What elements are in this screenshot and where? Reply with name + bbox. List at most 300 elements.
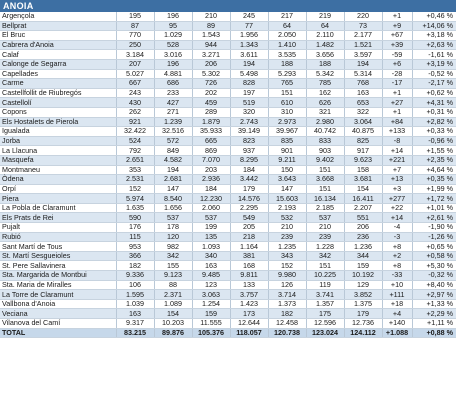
- percent-change: +14,06 %: [412, 21, 456, 31]
- value-col-6: 626: [306, 98, 344, 108]
- table-row: [0, 223, 456, 233]
- percent-change: -2,17 %: [412, 79, 456, 89]
- value-col-7: 236: [344, 232, 382, 242]
- value-col-2: 120: [154, 232, 192, 242]
- value-col-1: 792: [116, 146, 154, 156]
- municipality-name: Jorba: [0, 136, 116, 146]
- percent-change: +5,30 %: [412, 261, 456, 271]
- value-col-2: 1.029: [154, 31, 192, 41]
- value-col-4: 5.498: [230, 69, 268, 79]
- value-col-3: 9.485: [192, 271, 230, 281]
- value-col-7: 322: [344, 107, 382, 117]
- difference-value: +84: [382, 117, 412, 127]
- value-col-7: 9.623: [344, 155, 382, 165]
- value-col-3: 12.230: [192, 194, 230, 204]
- value-col-6: 40.742: [306, 127, 344, 137]
- value-col-3: 2.060: [192, 203, 230, 213]
- value-col-1: 163: [116, 309, 154, 319]
- table-row: [0, 40, 456, 50]
- value-col-2: 10.203: [154, 319, 192, 329]
- value-col-2: 1.656: [154, 203, 192, 213]
- value-col-6: 2.110: [306, 31, 344, 41]
- value-col-6: 833: [306, 136, 344, 146]
- value-col-5: 835: [268, 136, 306, 146]
- municipality-name: Piera: [0, 194, 116, 204]
- value-col-6: 219: [306, 12, 344, 21]
- difference-value: +67: [382, 31, 412, 41]
- value-col-6: 537: [306, 213, 344, 223]
- municipality-name: Rubió: [0, 232, 116, 242]
- difference-value: +8: [382, 261, 412, 271]
- value-col-6: 342: [306, 251, 344, 261]
- value-col-7: 179: [344, 309, 382, 319]
- value-col-4: 2.295: [230, 203, 268, 213]
- municipality-name: El Bruc: [0, 31, 116, 41]
- value-col-3: 11.555: [192, 319, 230, 329]
- value-col-7: 825: [344, 136, 382, 146]
- value-col-2: 982: [154, 242, 192, 252]
- municipality-name: Castellfollit de Riubregós: [0, 88, 116, 98]
- municipality-name: Orpí: [0, 184, 116, 194]
- difference-value: +7: [382, 165, 412, 175]
- value-col-1: 195: [116, 12, 154, 21]
- value-col-4: 3.611: [230, 50, 268, 60]
- value-col-3: 726: [192, 79, 230, 89]
- value-col-2: 3.016: [154, 50, 192, 60]
- percent-change: +2,29 %: [412, 309, 456, 319]
- table-row: [0, 117, 456, 127]
- percent-change: +1,99 %: [412, 184, 456, 194]
- value-col-6: 2.980: [306, 117, 344, 127]
- municipality-name: Cabrera d'Anoia: [0, 40, 116, 50]
- value-col-1: 243: [116, 88, 154, 98]
- value-col-5: 343: [268, 251, 306, 261]
- difference-value: +8: [382, 242, 412, 252]
- percent-change: +0,65 %: [412, 242, 456, 252]
- value-col-6: 123.024: [306, 328, 344, 338]
- value-col-7: 1.236: [344, 242, 382, 252]
- difference-value: +14: [382, 146, 412, 156]
- value-col-1: 953: [116, 242, 154, 252]
- table-row: [0, 309, 456, 319]
- difference-value: +10: [382, 280, 412, 290]
- percent-change: -0,96 %: [412, 136, 456, 146]
- value-col-5: 310: [268, 107, 306, 117]
- value-col-1: 430: [116, 98, 154, 108]
- value-col-3: 537: [192, 213, 230, 223]
- table-title: ANOIA: [0, 0, 456, 12]
- value-col-4: 77: [230, 21, 268, 31]
- value-col-3: 1.093: [192, 242, 230, 252]
- value-col-7: 16.411: [344, 194, 382, 204]
- value-col-7: 3.852: [344, 290, 382, 300]
- value-col-3: 123: [192, 280, 230, 290]
- difference-value: +1: [382, 88, 412, 98]
- value-col-2: 1.089: [154, 299, 192, 309]
- value-col-3: 135: [192, 232, 230, 242]
- table-row: [0, 271, 456, 281]
- difference-value: -8: [382, 136, 412, 146]
- value-col-2: 4.582: [154, 155, 192, 165]
- difference-value: +13: [382, 175, 412, 185]
- municipality-name: La Torre de Claramunt: [0, 290, 116, 300]
- value-col-1: 2.531: [116, 175, 154, 185]
- value-col-1: 1.595: [116, 290, 154, 300]
- value-col-4: 245: [230, 12, 268, 21]
- table-row: [0, 12, 456, 21]
- value-col-6: 1.357: [306, 299, 344, 309]
- value-col-1: 115: [116, 232, 154, 242]
- value-col-5: 239: [268, 232, 306, 242]
- table-row: [0, 299, 456, 309]
- value-col-1: 770: [116, 31, 154, 41]
- value-col-2: 194: [154, 165, 192, 175]
- value-col-7: 159: [344, 261, 382, 271]
- difference-value: +1: [382, 12, 412, 21]
- value-col-1: 207: [116, 59, 154, 69]
- value-col-6: 188: [306, 59, 344, 69]
- value-col-6: 151: [306, 184, 344, 194]
- municipality-name: La Pobla de Claramunt: [0, 203, 116, 213]
- value-col-4: 9.811: [230, 271, 268, 281]
- value-col-5: 3.643: [268, 175, 306, 185]
- value-col-4: 519: [230, 98, 268, 108]
- percent-change: +1,11 %: [412, 319, 456, 329]
- value-col-2: 572: [154, 136, 192, 146]
- value-col-3: 202: [192, 88, 230, 98]
- value-col-6: 321: [306, 107, 344, 117]
- value-col-4: 218: [230, 232, 268, 242]
- value-col-6: 16.134: [306, 194, 344, 204]
- value-col-2: 196: [154, 12, 192, 21]
- percent-change: +2,63 %: [412, 40, 456, 50]
- value-col-6: 151: [306, 165, 344, 175]
- value-col-4: 205: [230, 223, 268, 233]
- value-col-2: 528: [154, 40, 192, 50]
- value-col-7: 768: [344, 79, 382, 89]
- value-col-2: 154: [154, 309, 192, 319]
- value-col-5: 3.714: [268, 290, 306, 300]
- percent-change: +1,33 %: [412, 299, 456, 309]
- value-col-7: 2.177: [344, 31, 382, 41]
- value-col-4: 194: [230, 59, 268, 69]
- value-col-3: 184: [192, 184, 230, 194]
- value-col-6: 12.596: [306, 319, 344, 329]
- value-col-7: 917: [344, 146, 382, 156]
- value-col-2: 342: [154, 251, 192, 261]
- value-col-7: 653: [344, 98, 382, 108]
- table-row: [0, 213, 456, 223]
- value-col-6: 1.482: [306, 40, 344, 50]
- value-col-1: 3.184: [116, 50, 154, 60]
- value-col-2: 4.881: [154, 69, 192, 79]
- value-col-3: 206: [192, 59, 230, 69]
- difference-value: +2: [382, 251, 412, 261]
- value-col-5: 39.967: [268, 127, 306, 137]
- table-row: [0, 251, 456, 261]
- value-col-5: 210: [268, 223, 306, 233]
- municipality-name: Bellprat: [0, 21, 116, 31]
- value-col-2: 95: [154, 21, 192, 31]
- value-col-4: 184: [230, 165, 268, 175]
- value-col-5: 188: [268, 59, 306, 69]
- percent-change: +4,64 %: [412, 165, 456, 175]
- value-col-3: 1.254: [192, 299, 230, 309]
- value-col-1: 32.422: [116, 127, 154, 137]
- difference-value: +133: [382, 127, 412, 137]
- value-col-1: 152: [116, 184, 154, 194]
- table-row: [0, 242, 456, 252]
- value-col-4: 381: [230, 251, 268, 261]
- total-row: [0, 328, 456, 338]
- difference-value: +1.088: [382, 328, 412, 338]
- value-col-5: 151: [268, 88, 306, 98]
- value-col-3: 289: [192, 107, 230, 117]
- difference-value: +9: [382, 21, 412, 31]
- municipality-name: Calonge de Segarra: [0, 59, 116, 69]
- table-row: [0, 184, 456, 194]
- municipality-name: Montmaneu: [0, 165, 116, 175]
- difference-value: +4: [382, 309, 412, 319]
- value-col-3: 459: [192, 98, 230, 108]
- value-col-3: 1.879: [192, 117, 230, 127]
- table-row: [0, 280, 456, 290]
- value-col-5: 1.410: [268, 40, 306, 50]
- difference-value: +140: [382, 319, 412, 329]
- value-col-1: 176: [116, 223, 154, 233]
- table-row: [0, 194, 456, 204]
- value-col-4: 1.343: [230, 40, 268, 50]
- municipality-name: Vilanova del Camí: [0, 319, 116, 329]
- value-col-3: 163: [192, 261, 230, 271]
- table-row: [0, 165, 456, 175]
- difference-value: -28: [382, 69, 412, 79]
- value-col-6: 3.668: [306, 175, 344, 185]
- value-col-5: 610: [268, 98, 306, 108]
- percent-change: +1,72 %: [412, 194, 456, 204]
- value-col-1: 5.027: [116, 69, 154, 79]
- value-col-5: 12.458: [268, 319, 306, 329]
- value-col-6: 239: [306, 232, 344, 242]
- table-row: [0, 98, 456, 108]
- percent-change: +0,35 %: [412, 175, 456, 185]
- value-col-5: 532: [268, 213, 306, 223]
- value-col-1: 83.215: [116, 328, 154, 338]
- value-col-3: 3.271: [192, 50, 230, 60]
- percent-change: +1,55 %: [412, 146, 456, 156]
- value-col-4: 133: [230, 280, 268, 290]
- value-col-2: 196: [154, 59, 192, 69]
- percent-change: +1,01 %: [412, 203, 456, 213]
- value-col-6: 119: [306, 280, 344, 290]
- percent-change: -0,32 %: [412, 271, 456, 281]
- value-col-7: 194: [344, 59, 382, 69]
- value-col-7: 344: [344, 251, 382, 261]
- value-col-1: 9.336: [116, 271, 154, 281]
- value-col-7: 154: [344, 184, 382, 194]
- percent-change: +0,58 %: [412, 251, 456, 261]
- difference-value: +39: [382, 40, 412, 50]
- value-col-3: 203: [192, 165, 230, 175]
- table-row: [0, 107, 456, 117]
- value-col-2: 8.540: [154, 194, 192, 204]
- difference-value: -17: [382, 79, 412, 89]
- value-col-6: 10.225: [306, 271, 344, 281]
- value-col-1: 9.317: [116, 319, 154, 329]
- municipality-name: Masquefa: [0, 155, 116, 165]
- value-col-3: 944: [192, 40, 230, 50]
- difference-value: +111: [382, 290, 412, 300]
- value-col-1: 106: [116, 280, 154, 290]
- value-col-7: 1.375: [344, 299, 382, 309]
- value-col-2: 32.516: [154, 127, 192, 137]
- municipality-name: Igualada: [0, 127, 116, 137]
- value-col-3: 210: [192, 12, 230, 21]
- percent-change: -0,52 %: [412, 69, 456, 79]
- value-col-4: 179: [230, 184, 268, 194]
- value-col-1: 667: [116, 79, 154, 89]
- value-col-5: 64: [268, 21, 306, 31]
- value-col-6: 210: [306, 223, 344, 233]
- table-row: [0, 88, 456, 98]
- value-col-5: 120.738: [268, 328, 306, 338]
- table-body: [0, 12, 456, 338]
- value-col-4: 823: [230, 136, 268, 146]
- value-col-2: 427: [154, 98, 192, 108]
- value-col-1: 590: [116, 213, 154, 223]
- table-row: [0, 232, 456, 242]
- value-col-2: 155: [154, 261, 192, 271]
- value-col-1: 353: [116, 165, 154, 175]
- value-col-3: 665: [192, 136, 230, 146]
- value-col-4: 8.295: [230, 155, 268, 165]
- value-col-4: 2.743: [230, 117, 268, 127]
- value-col-1: 1.635: [116, 203, 154, 213]
- percent-change: +0,62 %: [412, 88, 456, 98]
- value-col-5: 9.980: [268, 271, 306, 281]
- value-col-6: 1.228: [306, 242, 344, 252]
- percent-change: +2,35 %: [412, 155, 456, 165]
- value-col-3: 5.302: [192, 69, 230, 79]
- value-col-2: 178: [154, 223, 192, 233]
- value-col-7: 3.064: [344, 117, 382, 127]
- value-col-1: 5.974: [116, 194, 154, 204]
- value-col-3: 1.543: [192, 31, 230, 41]
- value-col-5: 5.293: [268, 69, 306, 79]
- value-col-3: 199: [192, 223, 230, 233]
- percent-change: +2,82 %: [412, 117, 456, 127]
- percent-change: +0,88 %: [412, 328, 456, 338]
- difference-value: +27: [382, 98, 412, 108]
- value-col-6: 3.656: [306, 50, 344, 60]
- percent-change: +2,61 %: [412, 213, 456, 223]
- value-col-6: 175: [306, 309, 344, 319]
- value-col-5: 152: [268, 261, 306, 271]
- municipality-name: Sta. Margarida de Montbui: [0, 271, 116, 281]
- municipality-name: St. Pere Sallavinera: [0, 261, 116, 271]
- municipality-name: Els Hostalets de Pierola: [0, 117, 116, 127]
- percent-change: -1,26 %: [412, 232, 456, 242]
- value-col-2: 2.681: [154, 175, 192, 185]
- value-col-6: 3.741: [306, 290, 344, 300]
- percent-change: -1,90 %: [412, 223, 456, 233]
- value-col-1: 182: [116, 261, 154, 271]
- value-col-4: 1.423: [230, 299, 268, 309]
- value-col-7: 10.192: [344, 271, 382, 281]
- percent-change: +3,19 %: [412, 59, 456, 69]
- difference-value: +18: [382, 299, 412, 309]
- value-col-7: 1.521: [344, 40, 382, 50]
- value-col-6: 162: [306, 88, 344, 98]
- value-col-5: 1.373: [268, 299, 306, 309]
- value-col-2: 9.123: [154, 271, 192, 281]
- municipality-name: Calaf: [0, 50, 116, 60]
- value-col-7: 2.207: [344, 203, 382, 213]
- value-col-5: 765: [268, 79, 306, 89]
- table-row: [0, 31, 456, 41]
- value-col-2: 271: [154, 107, 192, 117]
- municipality-name: Òdena: [0, 175, 116, 185]
- table-row: [0, 50, 456, 60]
- value-col-7: 158: [344, 165, 382, 175]
- value-col-6: 5.342: [306, 69, 344, 79]
- value-col-5: 126: [268, 280, 306, 290]
- value-col-2: 88: [154, 280, 192, 290]
- percent-change: +0,33 %: [412, 127, 456, 137]
- table-row: [0, 203, 456, 213]
- value-col-4: 173: [230, 309, 268, 319]
- value-col-2: 1.239: [154, 117, 192, 127]
- table-row: [0, 79, 456, 89]
- municipality-name: La Llacuna: [0, 146, 116, 156]
- value-col-6: 9.402: [306, 155, 344, 165]
- municipality-name: Castellolí: [0, 98, 116, 108]
- value-col-4: 937: [230, 146, 268, 156]
- value-col-1: 366: [116, 251, 154, 261]
- municipality-name: Veciana: [0, 309, 116, 319]
- value-col-1: 87: [116, 21, 154, 31]
- value-col-1: 921: [116, 117, 154, 127]
- difference-value: +22: [382, 203, 412, 213]
- value-col-7: 12.736: [344, 319, 382, 329]
- value-col-5: 2.193: [268, 203, 306, 213]
- value-col-2: 849: [154, 146, 192, 156]
- difference-value: -3: [382, 232, 412, 242]
- value-col-3: 869: [192, 146, 230, 156]
- value-col-4: 168: [230, 261, 268, 271]
- value-col-4: 14.576: [230, 194, 268, 204]
- value-col-5: 2.973: [268, 117, 306, 127]
- municipality-name: Els Prats de Rei: [0, 213, 116, 223]
- value-col-7: 124.112: [344, 328, 382, 338]
- value-col-5: 150: [268, 165, 306, 175]
- municipality-name: Sta. Maria de Miralles: [0, 280, 116, 290]
- value-col-7: 40.875: [344, 127, 382, 137]
- table-row: [0, 261, 456, 271]
- value-col-5: 217: [268, 12, 306, 21]
- value-col-3: 159: [192, 309, 230, 319]
- municipality-name: Sant Martí de Tous: [0, 242, 116, 252]
- value-col-5: 2.050: [268, 31, 306, 41]
- value-col-1: 250: [116, 40, 154, 50]
- value-col-5: 147: [268, 184, 306, 194]
- value-col-1: 262: [116, 107, 154, 117]
- value-col-1: 2.651: [116, 155, 154, 165]
- value-col-4: 118.057: [230, 328, 268, 338]
- value-col-5: 15.603: [268, 194, 306, 204]
- table-row: [0, 127, 456, 137]
- value-col-4: 1.956: [230, 31, 268, 41]
